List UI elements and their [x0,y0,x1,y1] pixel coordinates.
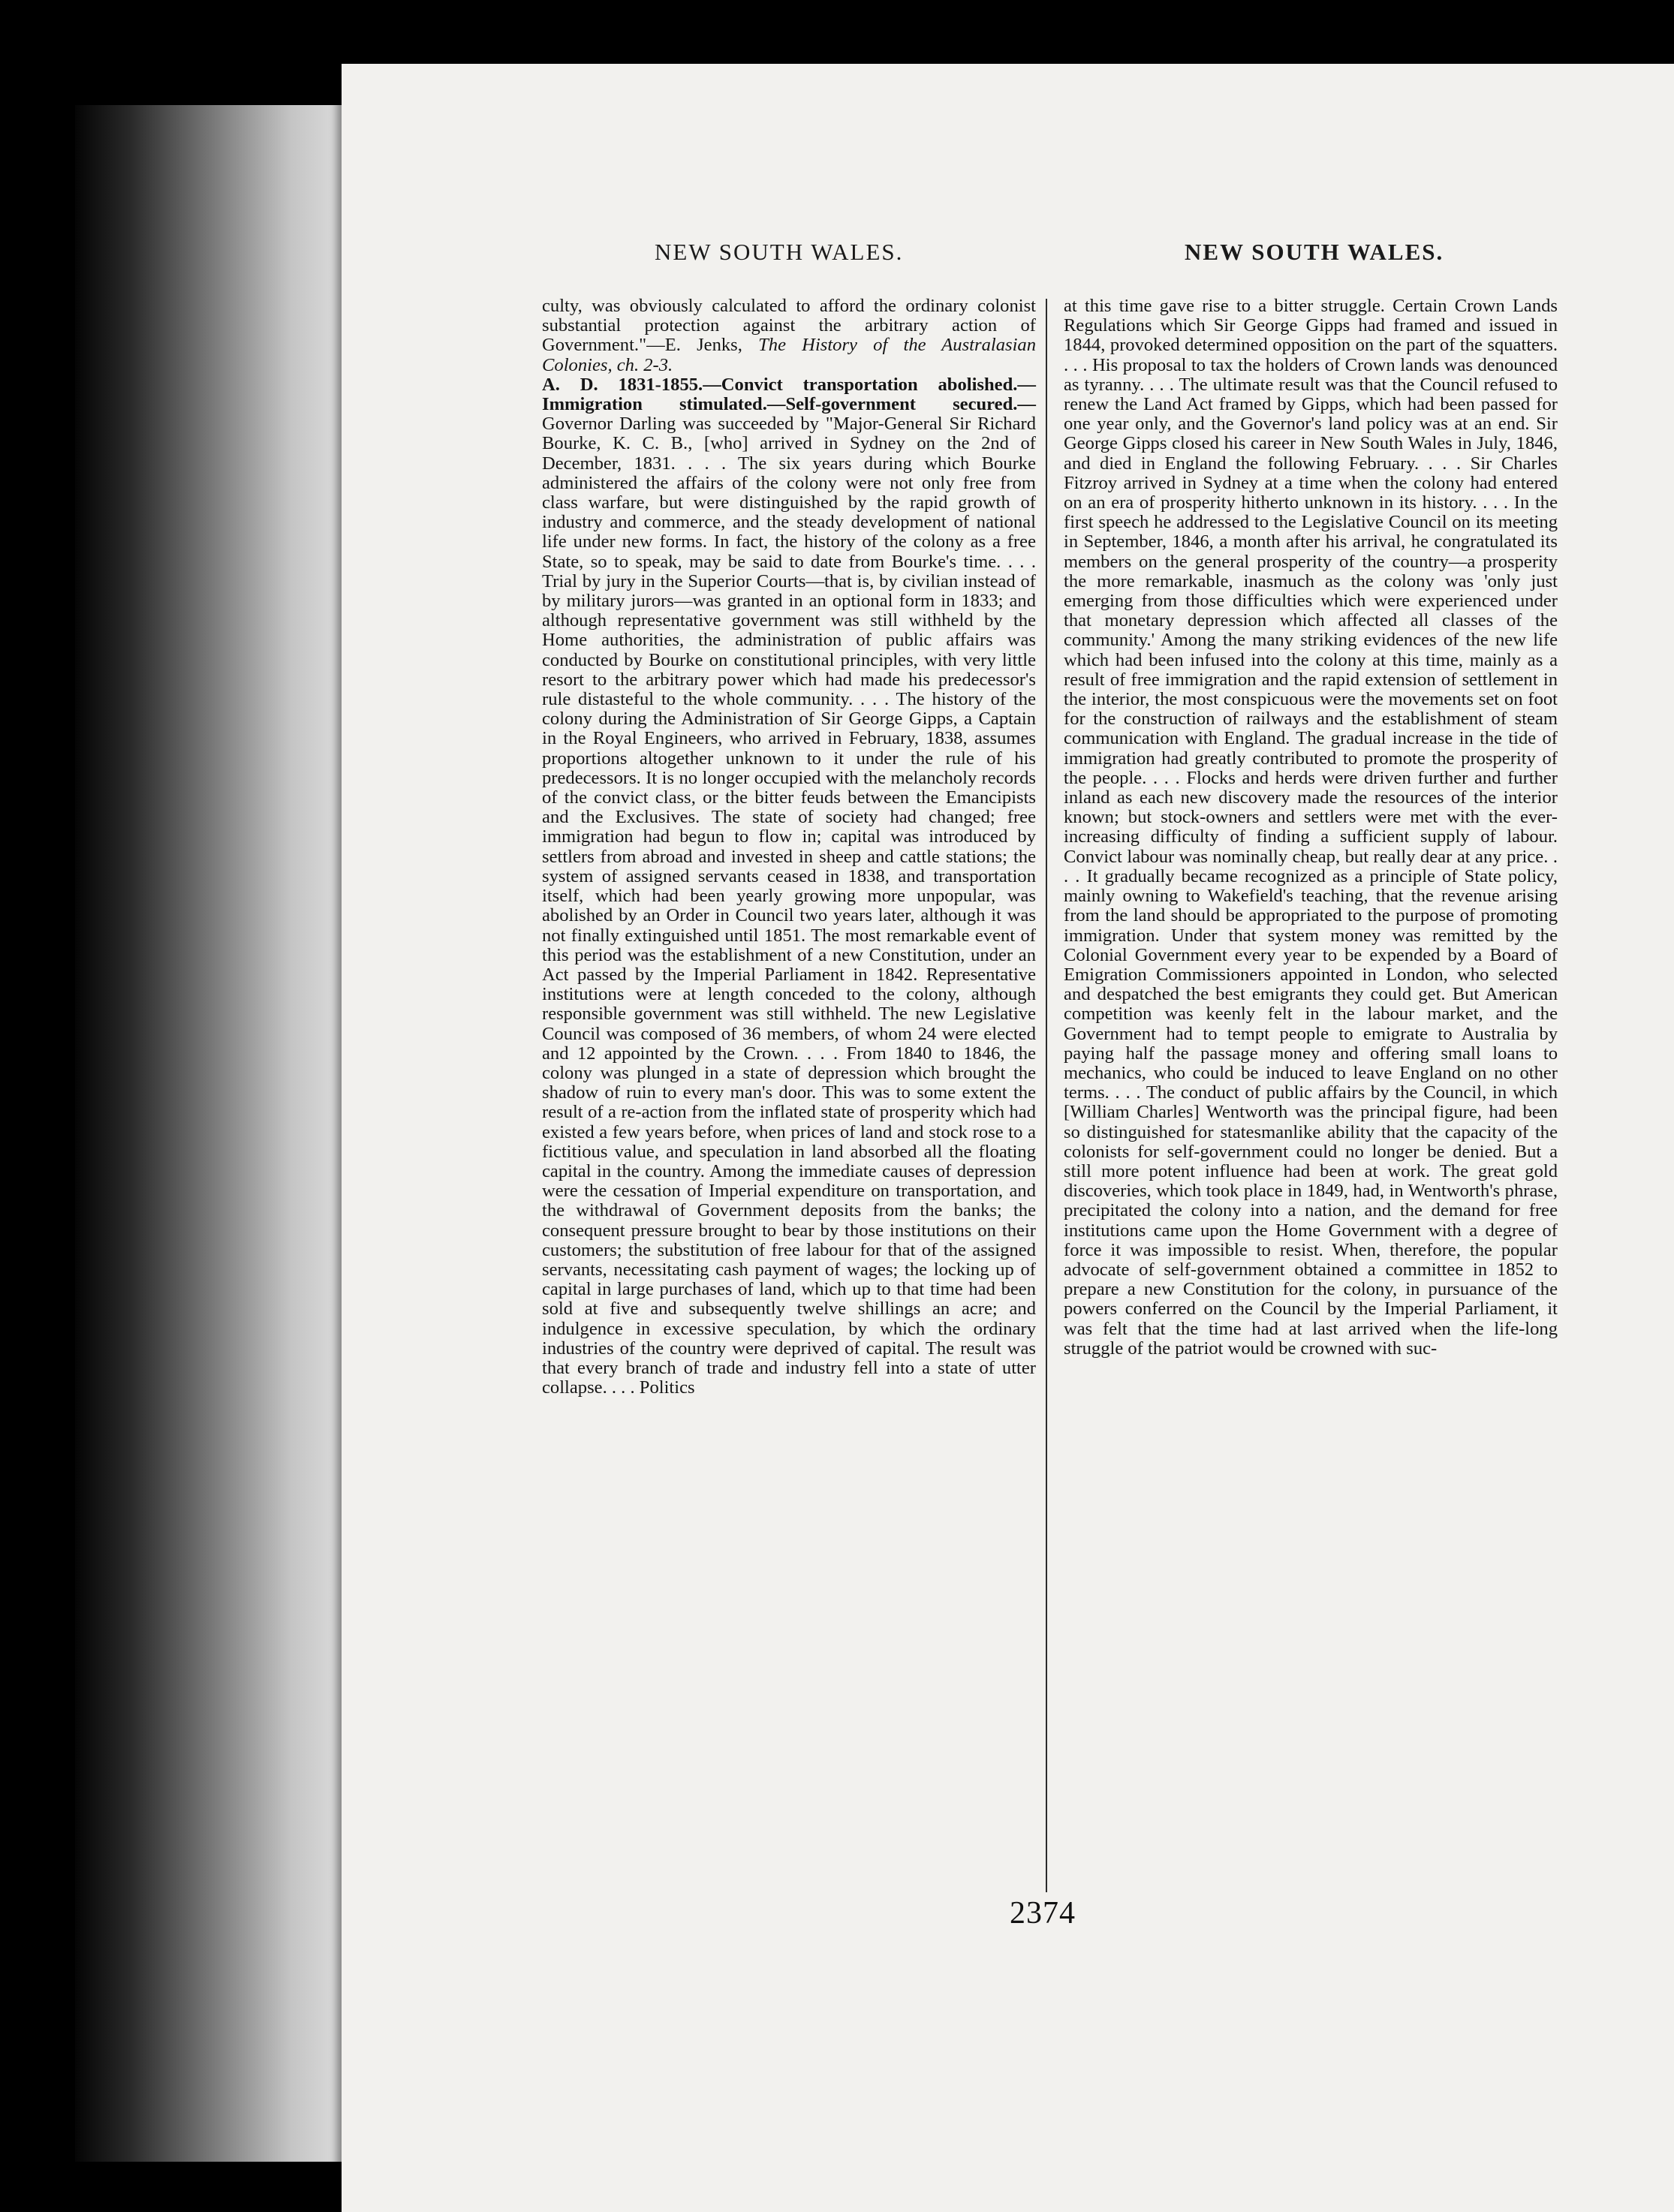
running-head-right: NEW SOUTH WALES. [1185,239,1444,265]
page-number: 2374 [1010,1896,1076,1931]
section-body: Governor Darling was succeeded by "Major-General Sir Richard Bourke, K. C. B., [who] arrived in Sydney on the 2nd of December, 1831. . . . The six years during which Bourke administered the affairs of the colony were not only free from class warfare, but were distinguished by the rapid growth of industry and commerce, and the steady development of national life under new forms. In fact, the history of the colony as a free State, so to speak, may be said to date from Bourke's time. . . . Trial by jury in the Superior Courts—that is, by civilian instead of by military jurors—was granted in an optional form in 1833; and although representative government was still withheld by the Home authorities, the administration of public affairs was conducted by Bourke on constitutional principles, with very little resort to the arbitrary power which had made his predecessor's rule distasteful to the whole community. . . . The history of the colony during the Administration of Sir George Gipps, a Captain in the Royal Engineers, who arrived in February, 1838, assumes proportions altogether unknown to it under the rule of his predecessors. It is no longer occupied with the melancholy records of the convict class, or the bitter feuds between the Emancipists and the Exclusives. The state of society had changed; free immigration had begun to flow in; capital was introduced by settlers from abroad and invested in sheep and cattle stations; the system of assigned servants ceased in 1838, and transportation itself, which had been yearly growing more unpopular, was abolished by an Order in Council two years later, although it was not finally extinguished until 1851. The most remarkable event of this period was the establishment of a new Constitution, under an Act passed by the Imperial Parliament in 1842. Representative institutions were at length conceded to the colony, although responsible government was still withheld. The new Legislative Council was composed of 36 members, of whom 24 were elected and 12 appointed by the Crown. . . . From 1840 to 1846, the colony was plunged in a state of depression which brought the shadow of ruin to every man's door. This was to some extent the result of a re-action from the inflated state of prosperity which had existed a few years before, when prices of land and stock rose to a fictitious value, and speculation in land absorbed all the floating capital in the country. Among the immediate causes of depression were the cessation of Imperial expenditure on transportation, and the withdrawal of Government deposits from the banks; the consequent pressure brought to bear by those institutions on their customers; the substitution of free labour for that of the assigned servants, necessitating cash payment of wages; the locking up of capital in large purchases of land, which up to that time had been sold at five and subsequently twelve shillings an acre; and indulgence in excessive speculation, by which the ordinary industries of the country were deprived of capital. The result was that every branch of trade and industry fell into a state of utter collapse. . . . Politics [542,414,1036,1398]
column-divider [1046,299,1047,1892]
running-head-left: NEW SOUTH WALES. [655,239,904,265]
left-column [542,296,1036,1398]
section-heading: A. D. 1831-1855.—Convict transportation abolished.—Immigration stimulated.—Self-government secured.— [542,374,1036,415]
left-column-paragraph-1 [542,296,1036,375]
left-column-paragraph-2 [542,375,1036,1398]
citation-title: The History of the Australasian Colonies, ch. 2-3. [542,335,1036,375]
page-gutter-shadow [75,105,345,2162]
citation-text: culty, was obviously calculated to afford the ordinary colonist substantial protection against the arbitrary action of Government."—E. Jenks, [542,296,1036,356]
right-column [1064,296,1558,1359]
right-column-paragraph: at this time gave rise to a bitter struggle. Certain Crown Lands Regulations which Sir George Gipps had framed and issued in 1844, provoked determined opposition on the part of the squatters. . . . His proposal to tax the holders of Crown lands was denounced as tyranny. . . . The ultimate result was that the Council refused to renew the Land Act framed by Gipps, which had been passed for one year only, and the Governor's land policy was at an end. Sir George Gipps closed his career in New South Wales in July, 1846, and died in England the following February. . . . Sir Charles Fitzroy arrived in Sydney at a time when the colony had entered on an era of prosperity hitherto unknown in its history. . . . In the first speech he addressed to the Legislative Council on its meeting in September, 1846, a month after his arrival, he congratulated its members on the general prosperity of the country—a prosperity the more remarkable, inasmuch as the colony was 'only just emerging from those difficulties which were experienced under that monetary depression which affected all classes of the community.' Among the many striking evidences of the new life which had been infused into the colony at this time, mainly as a result of free immigration and the rapid extension of settlement in the interior, the most conspicuous were the movements set on foot for the construction of railways and the establishment of steam communication with England. The gradual increase in the tide of immigration had greatly contributed to promote the prosperity of the people. . . . Flocks and herds were driven further and further inland as each new discovery made the resources of the interior known; but stock-owners and settlers were met with the ever-increasing difficulty of finding a sufficient supply of labour. Convict labour was nominally cheap, but really dear at any price. . . . It gradually became recognized as a principle of State policy, mainly owning to Wakefield's teaching, that the revenue arising from the land should be appropriated to the purpose of promoting immigration. Under that system money was remitted by the Colonial Government every year to be expended by a Board of Emigration Commissioners appointed in London, who selected and despatched the best emigrants they could get. But American competition was keenly felt in the labour market, and the Government had to tempt people to emigrate to Australia by paying half the passage money and offering small loans to mechanics, who could be induced to leave England on no other terms. . . . The conduct of public affairs by the Council, in which [William Charles] Wentworth was the principal figure, had been so distinguished for statesmanlike ability that the capacity of the colonists for self-government could no longer be denied. But a still more potent influence had been at work. The great gold discoveries, which took place in 1849, had, in Wentworth's phrase, precipitated the colony into a nation, and the demand for free institutions came upon the Home Government with a degree of force it was impossible to resist. When, therefore, the popular advocate of self-government obtained a committee in 1852 to prepare a new Constitution for the colony, in pursuance of the powers conferred on the Council by the Imperial Parliament, it was felt that the time had at last arrived when the life-long struggle of the patriot would be crowned with suc- [1064,296,1558,1359]
